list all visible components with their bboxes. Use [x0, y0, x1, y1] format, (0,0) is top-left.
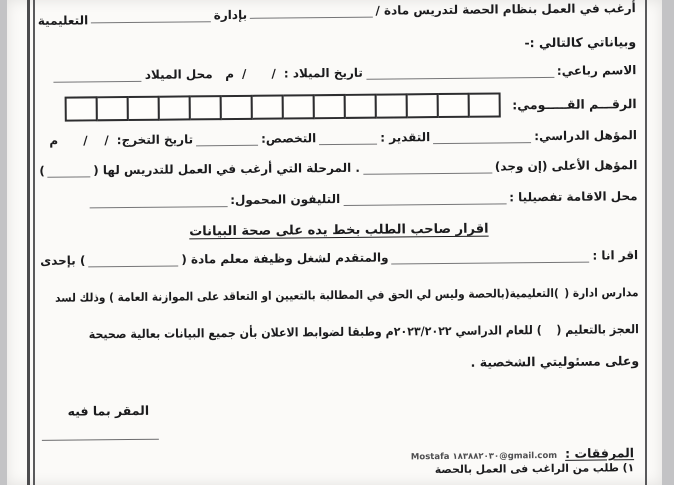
national-id-box [250, 95, 283, 120]
graduation-date-label: تاريخ التخرج: [116, 132, 194, 148]
national-id-box [374, 93, 407, 118]
degree-blank-field [433, 129, 531, 144]
major-blank-field [196, 132, 258, 147]
declaration-line-1 [40, 248, 638, 268]
stage-blank-field [48, 163, 91, 177]
birth-place-label: م محل الميلاد [144, 67, 235, 82]
acknowledge-label: اقر انا : [592, 248, 639, 263]
my-data-row [38, 34, 636, 55]
residence-label: محل الاقامة تفصيليا : [509, 189, 638, 205]
right-border-line [645, 0, 647, 485]
one-of-text: ) بإحدى [40, 253, 86, 268]
full-name-blank-field [366, 64, 554, 80]
declaration-line-4 [41, 353, 639, 374]
higher-qualification-blank-field [363, 160, 492, 175]
attachments-header-row [411, 445, 634, 462]
qualification-row [39, 128, 637, 148]
national-id-row [39, 91, 637, 122]
birth-date-label: تاريخ الميلاد : [283, 65, 363, 81]
declaration-heading: اقرار صاحب الطلب بخط يده على صحة البيانات [189, 221, 489, 240]
declaration-line-3 [89, 322, 639, 341]
national-id-box [64, 96, 97, 121]
responsibility-text: وعلى مسئوليتي الشخصية . [470, 353, 640, 370]
request-statement: أرغب في العمل بنظام الحصة لتدريس مادة / [375, 1, 636, 18]
national-id-box [126, 96, 159, 121]
higher-qualification-row [39, 158, 637, 178]
national-id-box [95, 96, 128, 121]
national-id-box [188, 95, 221, 120]
residence-blank-field [343, 190, 506, 206]
full-name-label: الاسم رباعي: [556, 63, 637, 78]
schools-text: مدارس ادارة ( [564, 285, 639, 300]
degree-label: المؤهل الدراسي: [534, 128, 638, 144]
educational-label: التعليمية [37, 13, 89, 28]
name-birth-row [38, 63, 636, 83]
national-id-boxes [66, 92, 500, 121]
mobile-blank-field [89, 193, 227, 208]
stage-label: . المرحلة التي أرغب في العمل للتدريس لها ( [93, 160, 360, 178]
email-watermark: Mostafa ١٨٣٨٨٢٠٣٠@gmail.com [410, 450, 558, 463]
national-id-box [436, 93, 469, 118]
graduation-date-slashes: / / م [49, 133, 109, 148]
intro-row [37, 1, 636, 28]
left-border-outer-line [27, 0, 30, 485]
signature-label: المقر بما فيه [67, 402, 150, 419]
national-id-box [343, 94, 376, 119]
national-id-box [157, 95, 190, 120]
grade-label: التقدير : [380, 130, 431, 145]
deficit-text: العجز بالتعليم ( [556, 322, 639, 337]
my-data-intro: وبياناتي كالتالي :- [524, 34, 637, 51]
declarant-name-blank-field [392, 249, 590, 265]
attachment-item-1: ١) طلب من الراغب فى العمل بالحصة [434, 461, 635, 477]
declaration-line-2 [54, 285, 639, 305]
birth-place-blank-field [54, 68, 142, 83]
subject-name-blank-field [88, 253, 178, 268]
left-border-inner-line [33, 0, 35, 485]
deficit-empty-gap [542, 333, 556, 334]
national-id-box [467, 92, 500, 117]
national-id-box [219, 95, 252, 120]
birth-date-slashes: / / [241, 66, 276, 81]
mobile-label: التليفون المحمول: [230, 191, 341, 208]
directorate-label: بإدارة [213, 7, 248, 23]
higher-qualification-label: المؤهل الأعلى (إن وجد) [494, 158, 638, 174]
schools-rest-text: )التعليمية(بالحصة وليس لي الحق في المطالبة بالتعيين او التعاقد على الموازنة العامة ) وذلك لسد [54, 285, 559, 305]
major-label: التخصص: [260, 131, 317, 146]
national-id-box [281, 94, 314, 119]
national-id-box [312, 94, 345, 119]
residence-row [40, 189, 638, 209]
deficit-rest-text: ) للعام الدراسي ٢٠٢٣/٢٠٢٢م وطبقا لضوابط الاعلان بأن جميع البيانات بعالية صحيحة [88, 323, 542, 342]
grade-blank-field [319, 131, 377, 146]
subject-blank-field [250, 4, 373, 19]
attachments-label: المرفقات : [565, 445, 635, 461]
stage-close-paren: ) [39, 163, 45, 178]
national-id-box [405, 93, 438, 118]
national-id-label: الرقـــم القـــــومي: [512, 96, 637, 113]
form-content [38, 0, 641, 485]
attachments-block [411, 445, 634, 476]
directorate-blank-field [91, 8, 211, 23]
declaration-heading-row [40, 216, 638, 241]
signature-line [42, 439, 159, 441]
applicant-text: والمتقدم لشغل وظيفة معلم مادة ( [181, 250, 389, 267]
